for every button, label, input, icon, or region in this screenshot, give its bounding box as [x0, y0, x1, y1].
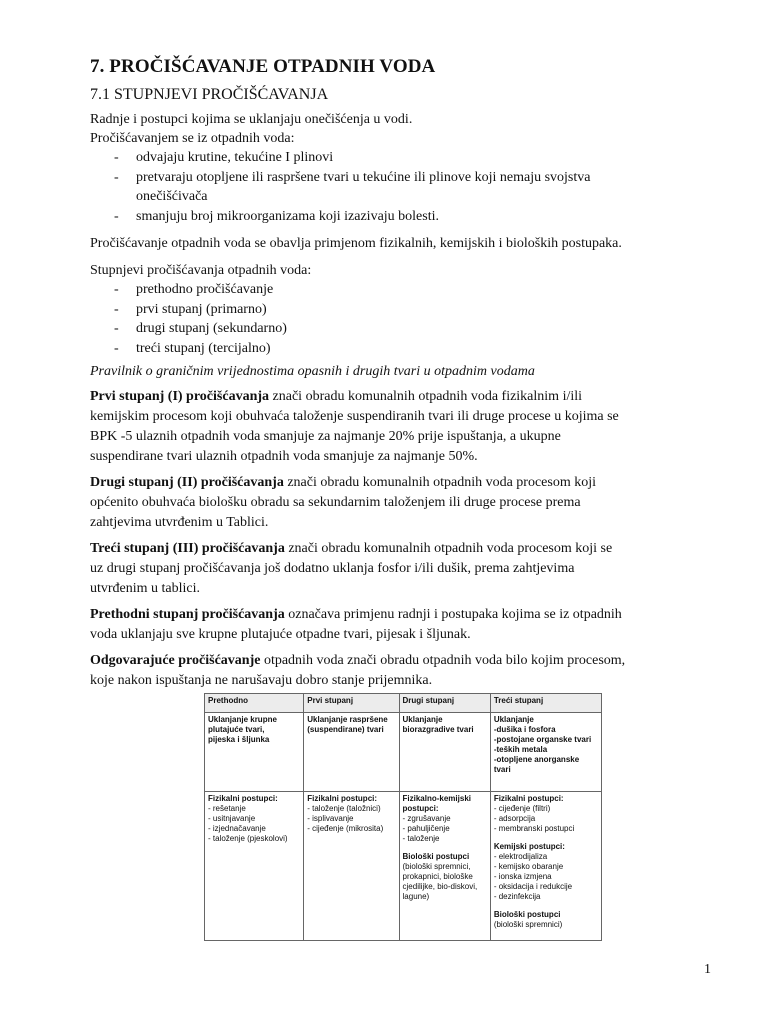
table-header-row [205, 694, 602, 713]
cell-line: biorazgradive tvari [402, 724, 474, 734]
table-row-removal [205, 712, 602, 791]
cell-line: - oksidacija i redukcije [493, 881, 573, 891]
page-number: 1 [704, 962, 711, 977]
spacer [494, 834, 598, 842]
definition-text: BPK -5 ulaznih otpadnih voda smanjuje za najmanje 20% prije ispuštanja, a ukupne [90, 429, 561, 444]
cell-heading: Biološki postupci [402, 851, 470, 861]
table-row-procedures [205, 791, 602, 940]
definition-secondary [90, 473, 730, 533]
definition-preliminary [90, 605, 730, 645]
table-cell [205, 712, 304, 791]
cell-line: - membranski postupci [493, 823, 575, 833]
definition-primary [90, 387, 730, 467]
cell-heading: postupci: [402, 803, 439, 813]
definition-text: znači obradu komunalnih otpadnih voda procesom koji se [284, 541, 613, 556]
definition-text: zahtjevima utvrđenim u Tablici. [90, 515, 269, 530]
cell-line: Uklanjanje [493, 714, 534, 724]
cell-heading: Fizikalni postupci: [208, 793, 278, 803]
stages-list [90, 280, 730, 358]
list-item: - odvajaju krutine, tekućine I plinovi [90, 148, 730, 168]
cell-line: - elektrodijaliza [493, 851, 548, 861]
document-body [90, 56, 730, 691]
cell-line: Uklanjanje [402, 714, 443, 724]
cell-line: cjedilijke, bio-diskovi, [402, 881, 478, 891]
cell-line: -otopljene anorganske [493, 754, 580, 764]
table-cell [205, 791, 304, 940]
definition-text: općenito obuhvaća biološku obradu sa sekundarnim taloženjem ili druge procese prema [90, 495, 581, 510]
cell-line: plutajuće tvari, [208, 724, 265, 734]
definition-text: utvrđenim u tablici. [90, 581, 201, 596]
list-item: - treći stupanj (tercijalno) [90, 339, 730, 359]
cell-line: - izjednačavanje [208, 823, 266, 833]
definition-term: Drugi stupanj (II) pročišćavanja [90, 475, 284, 490]
list-item: - smanjuju broj mikroorganizama koji izazivaju bolesti. [90, 207, 730, 227]
definition-appropriate [90, 651, 730, 691]
methods-paragraph: Pročišćavanje otpadnih voda se obavlja primjenom fizikalnih, kemijskih i bioloških postupaka. [90, 236, 622, 251]
cell-line: - isplivavanje [307, 813, 354, 823]
cell-line: - cijeđenje (filtri) [493, 803, 551, 813]
cell-line: lagune) [402, 891, 430, 901]
table-cell [490, 712, 601, 791]
cell-line: - zgrušavanje [402, 813, 451, 823]
intro-line-1: Radnje i postupci kojima se uklanjaju onečišćenja u vodi. [90, 112, 413, 127]
cell-line: (biološki spremnici, [402, 861, 471, 871]
cell-line: - dezinfekcija [493, 891, 541, 901]
cell-line: (suspendirane) tvari [307, 724, 384, 734]
cell-line: -postojane organske tvari [493, 734, 592, 744]
table-header-cell: Prvi stupanj [304, 694, 399, 713]
list-item: - prethodno pročišćavanje [90, 280, 730, 300]
definition-term: Prethodni stupanj pročišćavanja [90, 607, 285, 622]
table-header-cell: Treći stupanj [490, 694, 601, 713]
chapter-title: 7. PROČIŠĆAVANJE OTPADNIH VODA [90, 56, 436, 77]
spacer [494, 902, 598, 910]
definition-term: Odgovarajuće pročišćavanje [90, 653, 261, 668]
definition-text: voda uklanjaju sve krupne plutajuće otpadne tvari, pijesak i šljunak. [90, 627, 471, 642]
cell-heading: Fizikalni postupci: [307, 793, 378, 803]
cell-line: - taloženje (taložnici) [307, 803, 381, 813]
treatment-stages-table [204, 693, 602, 941]
definition-text: otpadnih voda znači obradu otpadnih voda bilo kojim procesom, [260, 653, 626, 668]
list-item: - prvi stupanj (primarno) [90, 300, 730, 320]
cell-line: - ionska izmjena [493, 871, 552, 881]
table-cell [490, 791, 601, 940]
list-item: - pretvaraju otopljene ili raspršene tvari u tekućine ili plinove koji nemaju svojstva [90, 168, 730, 188]
cell-line: Uklanjanje krupne [208, 714, 277, 724]
cell-line: - pahuljičenje [402, 823, 450, 833]
cell-heading: Kemijski postupci: [493, 841, 565, 851]
definition-text: znači obradu komunalnih otpadnih voda fizikalnim i/ili [269, 389, 583, 404]
cell-line: (biološki spremnici) [493, 919, 563, 929]
cell-line: -teških metala [493, 744, 548, 754]
list-item-continuation: onečišćivača [136, 189, 208, 204]
cell-line: - taloženje [402, 833, 440, 843]
stages-intro: Stupnjevi pročišćavanja otpadnih voda: [90, 263, 312, 278]
definition-text: koje nakon ispuštanja ne narušavaju dobro stanje prijemnika. [90, 673, 433, 688]
cell-line: - adsorpcija [493, 813, 536, 823]
definition-text: označava primjenu radnji i postupaka kojima se iz otpadnih [284, 607, 622, 622]
definition-term: Prvi stupanj (I) pročišćavanja [90, 389, 270, 404]
cell-line: - rešetanje [208, 803, 246, 813]
definition-term: Treći stupanj (III) pročišćavanja [90, 541, 285, 556]
table-header-cell: Drugi stupanj [399, 694, 490, 713]
table-cell [399, 791, 490, 940]
table-cell [304, 712, 399, 791]
spacer [403, 844, 487, 852]
table-cell [304, 791, 399, 940]
cell-line: Uklanjanje raspršene [307, 714, 388, 724]
cell-line: - taloženje (pjeskolovi) [208, 833, 288, 843]
purification-list [90, 148, 730, 226]
table-cell [399, 712, 490, 791]
cell-heading: Fizikalno-kemijski [402, 793, 471, 803]
cell-line: pijeska i šljunka [208, 734, 270, 744]
table-header-cell: Prethodno [205, 694, 304, 713]
cell-line: prokapnici, biološke [402, 871, 473, 881]
cell-line: tvari [493, 764, 511, 774]
definition-text: kemijskim procesom koji obuhvaća taloženje suspendiranih tvari ili druge procese u kojima se [90, 409, 619, 424]
definition-text: uz drugi stupanj pročišćavanja još dodatno uklanja fosfor i/ili dušik, prema zahtjevima [90, 561, 575, 576]
intro-line-2: Pročišćavanjem se iz otpadnih voda: [90, 131, 295, 146]
section-title: 7.1 STUPNJEVI PROČIŠĆAVANJA [90, 86, 329, 103]
list-item: - drugi stupanj (sekundarno) [90, 319, 730, 339]
cell-heading: Fizikalni postupci: [493, 793, 564, 803]
cell-line: - cijeđenje (mikrosita) [307, 823, 384, 833]
cell-line: - usitnjavanje [208, 813, 256, 823]
cell-line: -dušika i fosfora [493, 724, 556, 734]
definition-text: znači obradu komunalnih otpadnih voda procesom koji [283, 475, 597, 490]
cell-heading: Biološki postupci [493, 909, 561, 919]
cell-line: - kemijsko obaranje [493, 861, 564, 871]
regulation-title: Pravilnik o graničnim vrijednostima opasnih i drugih tvari u otpadnim vodama [90, 364, 535, 379]
definition-text: suspendirane tvari ulaznih otpadnih voda smanjuje za najmanje 50%. [90, 449, 478, 464]
definition-tertiary [90, 539, 730, 599]
